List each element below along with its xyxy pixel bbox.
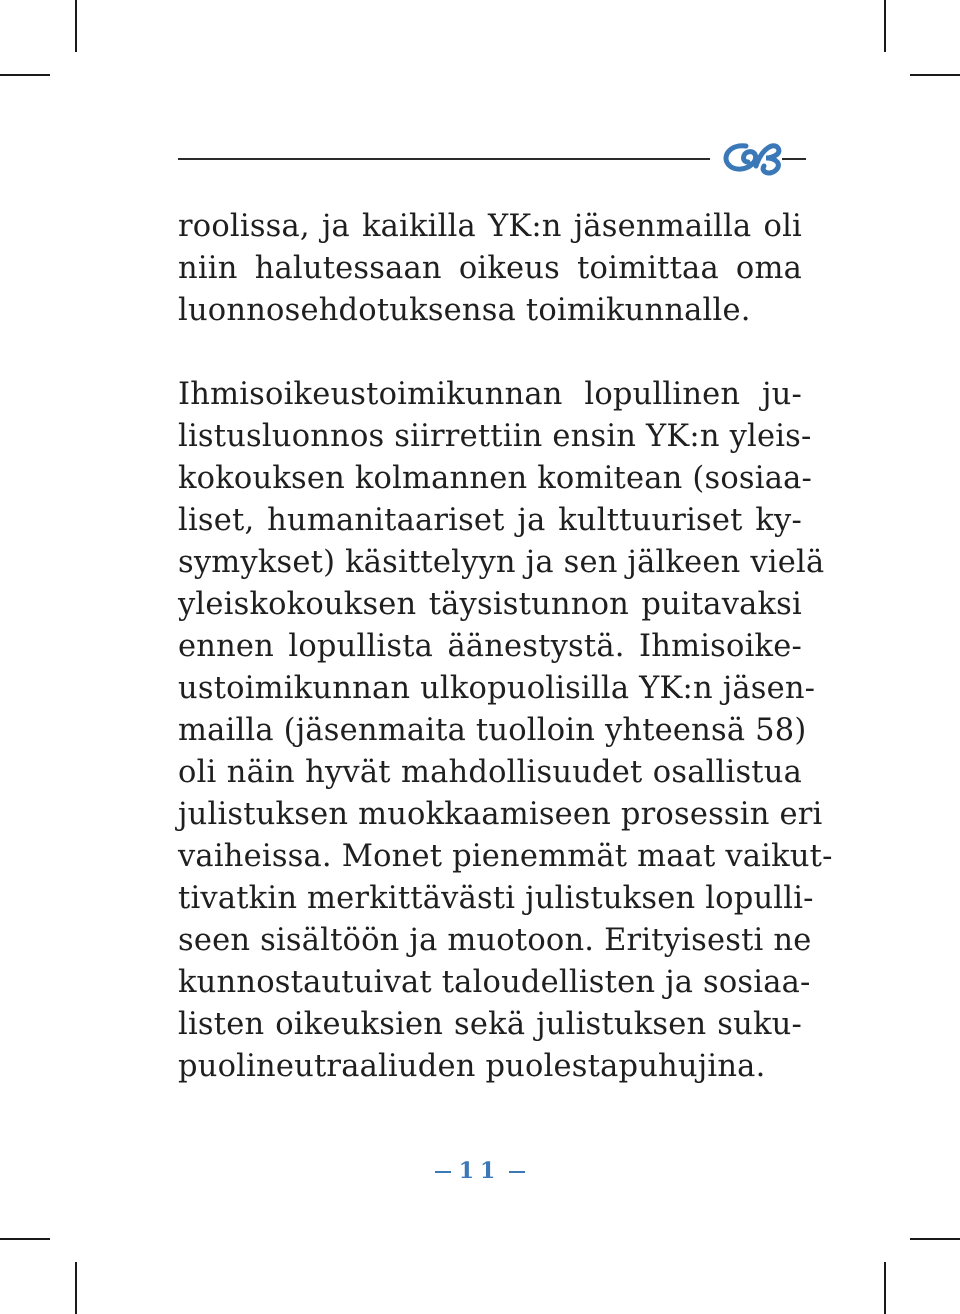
crop-mark-top-right-horizontal xyxy=(910,74,960,76)
text-line: vaiheissa. Monet pienemmät maat vaikut- xyxy=(178,839,833,874)
page-number xyxy=(0,1158,960,1184)
page-number-dash-left xyxy=(435,1171,451,1173)
paragraph xyxy=(178,374,833,1088)
page-number-dash-right xyxy=(509,1171,525,1173)
paragraph-gap xyxy=(178,332,802,374)
crop-mark-bottom-left-vertical xyxy=(75,1262,77,1314)
text-line: yleiskokouksen täysistunnon puitavaksi xyxy=(178,587,802,622)
crop-mark-bottom-right-horizontal xyxy=(910,1238,960,1240)
text-line: puolineutraaliuden puolestapuhujina. xyxy=(178,1049,766,1084)
text-line: kokouksen kolmannen komitean (sosiaa- xyxy=(178,461,812,496)
crop-mark-top-left-horizontal xyxy=(0,74,50,76)
page-number-value: 11 xyxy=(458,1158,502,1184)
text-line: tivatkin merkittävästi julistuksen lopulli- xyxy=(178,881,814,916)
decorative-swash-icon xyxy=(716,136,808,180)
header-rule xyxy=(178,158,710,160)
text-line: symykset) käsittelyyn ja sen jälkeen vielä xyxy=(178,545,825,580)
crop-mark-top-right-vertical xyxy=(884,0,886,52)
body-text xyxy=(178,206,833,1088)
text-line: oli näin hyvät mahdollisuudet osallistua xyxy=(178,755,802,790)
text-line: ustoimikunnan ulkopuolisilla YK:n jäsen- xyxy=(178,671,816,706)
crop-mark-bottom-left-horizontal xyxy=(0,1238,50,1240)
text-line: liset, humanitaariset ja kulttuuriset ky- xyxy=(178,503,802,538)
text-line: julistuksen muokkaamiseen prosessin eri xyxy=(178,797,823,832)
text-line: mailla (jäsenmaita tuolloin yhteensä 58) xyxy=(178,713,807,748)
text-line: roolissa, ja kaikilla YK:n jäsenmailla oli xyxy=(178,209,802,244)
text-line: listusluonnos siirrettiin ensin YK:n yleis- xyxy=(178,419,812,454)
text-line: niin halutessaan oikeus toimittaa oma xyxy=(178,251,802,286)
paragraph xyxy=(178,206,802,332)
text-line: seen sisältöön ja muotoon. Erityisesti ne xyxy=(178,923,812,958)
text-line: kunnostautuivat taloudellisten ja sosiaa- xyxy=(178,965,811,1000)
crop-mark-bottom-right-vertical xyxy=(884,1262,886,1314)
text-line: listen oikeuksien sekä julistuksen suku- xyxy=(178,1007,802,1042)
crop-mark-top-left-vertical xyxy=(75,0,77,52)
text-line: Ihmisoikeustoimikunnan lopullinen ju- xyxy=(178,377,802,412)
text-line: luonnosehdotuksensa toimikunnalle. xyxy=(178,293,751,328)
text-line: ennen lopullista äänestystä. Ihmisoike- xyxy=(178,629,802,664)
